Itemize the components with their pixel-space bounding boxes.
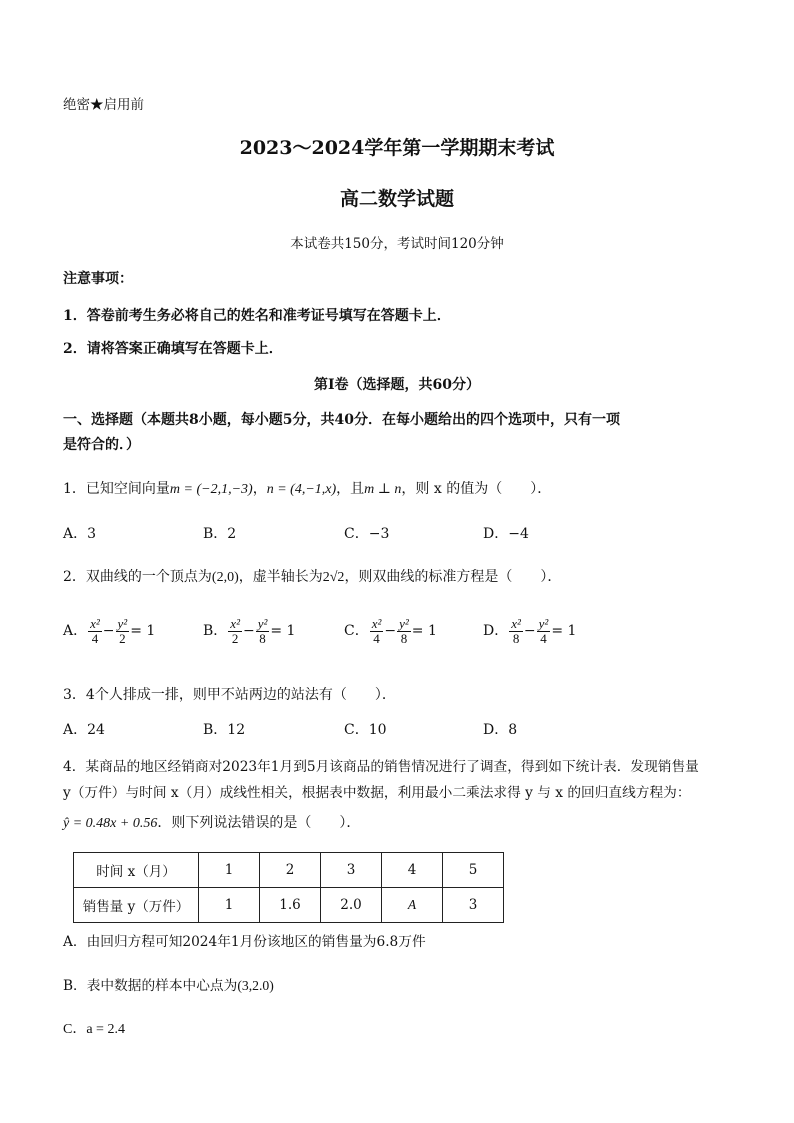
table-cell: 3 bbox=[443, 888, 504, 923]
q2-option-a: A． $\frac{\text{x²}}{4}$ − $\frac{\text{y²}}{2}$ = 1 bbox=[63, 616, 156, 646]
q1-option-b: B．2 bbox=[203, 526, 237, 542]
table-cell: A bbox=[382, 888, 443, 923]
q3-option-b: B．12 bbox=[203, 722, 246, 738]
q1-sep: ， bbox=[252, 481, 267, 497]
table-cell: 1 bbox=[199, 888, 260, 923]
q2-option-c: C． $\frac{\text{x²}}{4}$ − $\frac{\text{y²}}{8}$ = 1 bbox=[344, 616, 437, 646]
confidential-mark: 绝密★启用前 bbox=[63, 97, 144, 113]
q3-option-a: A．24 bbox=[63, 722, 105, 738]
q1-option-a: A．3 bbox=[63, 526, 97, 542]
table-cell: 1.6 bbox=[260, 888, 321, 923]
exam-title: 2023～2024学年第一学期期末考试 bbox=[239, 137, 555, 159]
q2-b-frac-x: $\frac{\text{x²}}{2}$ bbox=[230, 616, 240, 646]
q4-option-b-prefix: B．表中数据的样本中心点为 bbox=[63, 978, 238, 994]
q1-vector-m: m = (−2,1,−3) bbox=[169, 482, 253, 497]
table-cell: 1 bbox=[199, 853, 260, 888]
q1-option-d: D．−4 bbox=[483, 526, 529, 542]
q2-a-frac-x: $\frac{\text{x²}}{4}$ bbox=[90, 616, 100, 646]
q2-a-frac-y: $\frac{\text{y²}}{2}$ bbox=[117, 616, 128, 646]
exam-subtitle: 高二数学试题 bbox=[339, 188, 454, 210]
notes-item-2: 2．请将答案正确填写在答题卡上． bbox=[63, 341, 283, 357]
table-cell: 2 bbox=[260, 853, 321, 888]
q2-vertex: (2,0) bbox=[211, 570, 239, 585]
table-cell: 5 bbox=[443, 853, 504, 888]
q4-sample-center: (3,2.0) bbox=[237, 978, 274, 993]
part1-instructions-line1: 一、选择题（本题共8小题，每小题5分，共40分．在每小题给出的四个选项中，只有一项 bbox=[63, 412, 620, 428]
q2-d-frac-y: $\frac{\text{y²}}{4}$ bbox=[538, 616, 549, 646]
q4-option-b bbox=[63, 974, 274, 994]
q2-option-b: B． $\frac{\text{x²}}{2}$ − $\frac{\text{y²}}{8}$ = 1 bbox=[203, 616, 296, 646]
question-1 bbox=[63, 478, 551, 498]
question-4-line2: y（万件）与时间 x（月）成线性相关，根据表中数据，利用最小二乘法求得 y 与 x 的回归直线方程为： bbox=[63, 785, 691, 801]
q1-vector-n: n = (4,−1,x) bbox=[266, 482, 337, 497]
q2-prefix: 2．双曲线的一个顶点为 bbox=[63, 569, 212, 585]
q1-perpendicular: m ⊥ n bbox=[364, 482, 402, 497]
q2-b-frac-y: $\frac{\text{y²}}{8}$ bbox=[257, 616, 268, 646]
q2-semi-axis: 2√2 bbox=[322, 570, 345, 585]
question-3: 3．4个人排成一排，则甲不站两边的站法有（ ）． bbox=[63, 687, 396, 703]
notes-heading: 注意事项： bbox=[63, 271, 133, 287]
q2-option-d: D． $\frac{\text{x²}}{8}$ − $\frac{\text{y²}}{4}$ = 1 bbox=[483, 616, 577, 646]
q2-c-frac-y: $\frac{\text{y²}}{8}$ bbox=[399, 616, 409, 646]
question-4-line3 bbox=[63, 812, 360, 832]
question-2 bbox=[63, 566, 561, 586]
table-row bbox=[74, 888, 504, 923]
question-4-line1: 4．某商品的地区经销商对2023年1月到5月该商品的销售情况进行了调查，得到如下统计表．发现销售量 bbox=[63, 759, 699, 775]
q4-regression-equation: ŷ = 0.48x + 0.56 bbox=[63, 816, 158, 831]
q3-option-c: C．10 bbox=[344, 722, 387, 738]
q1-suffix: ，则 x 的值为（ ）． bbox=[401, 481, 552, 497]
q3-option-d: D．8 bbox=[483, 722, 518, 738]
table-row bbox=[74, 853, 504, 888]
table-cell: 3 bbox=[321, 853, 382, 888]
q1-option-c: C．−3 bbox=[344, 526, 390, 542]
table-header-cell: 时间 x（月） bbox=[74, 853, 199, 888]
q4-line3-rest: ．则下列说法错误的是（ ）． bbox=[157, 815, 361, 831]
table-header-cell: 销售量 y（万件） bbox=[74, 888, 199, 923]
q4-option-a: A．由回归方程可知2024年1月份该地区的销售量为6.8万件 bbox=[63, 934, 426, 950]
q1-prefix: 1．已知空间向量 bbox=[63, 481, 170, 497]
sales-table bbox=[73, 852, 504, 923]
q4-option-c: C．a = 2.4 bbox=[63, 1022, 125, 1037]
q2-c-frac-x: $\frac{\text{x²}}{4}$ bbox=[371, 616, 382, 646]
notes-item-1: 1．答卷前考生务必将自己的姓名和准考证号填写在答题卡上． bbox=[63, 308, 451, 324]
q2-suffix: ，则双曲线的标准方程是（ ）． bbox=[344, 569, 562, 585]
table-cell: 4 bbox=[382, 853, 443, 888]
part1-instructions-line2: 是符合的．） bbox=[63, 437, 140, 453]
q2-mid: ，虚半轴长为 bbox=[238, 569, 323, 585]
q1-mid: ，且 bbox=[336, 481, 365, 497]
q2-d-frac-x: $\frac{\text{x²}}{8}$ bbox=[511, 616, 521, 646]
volume-heading: 第Ⅰ卷（选择题，共60分） bbox=[313, 377, 481, 393]
exam-info: 本试卷共150分，考试时间120分钟 bbox=[290, 236, 504, 252]
table-cell: 2.0 bbox=[321, 888, 382, 923]
